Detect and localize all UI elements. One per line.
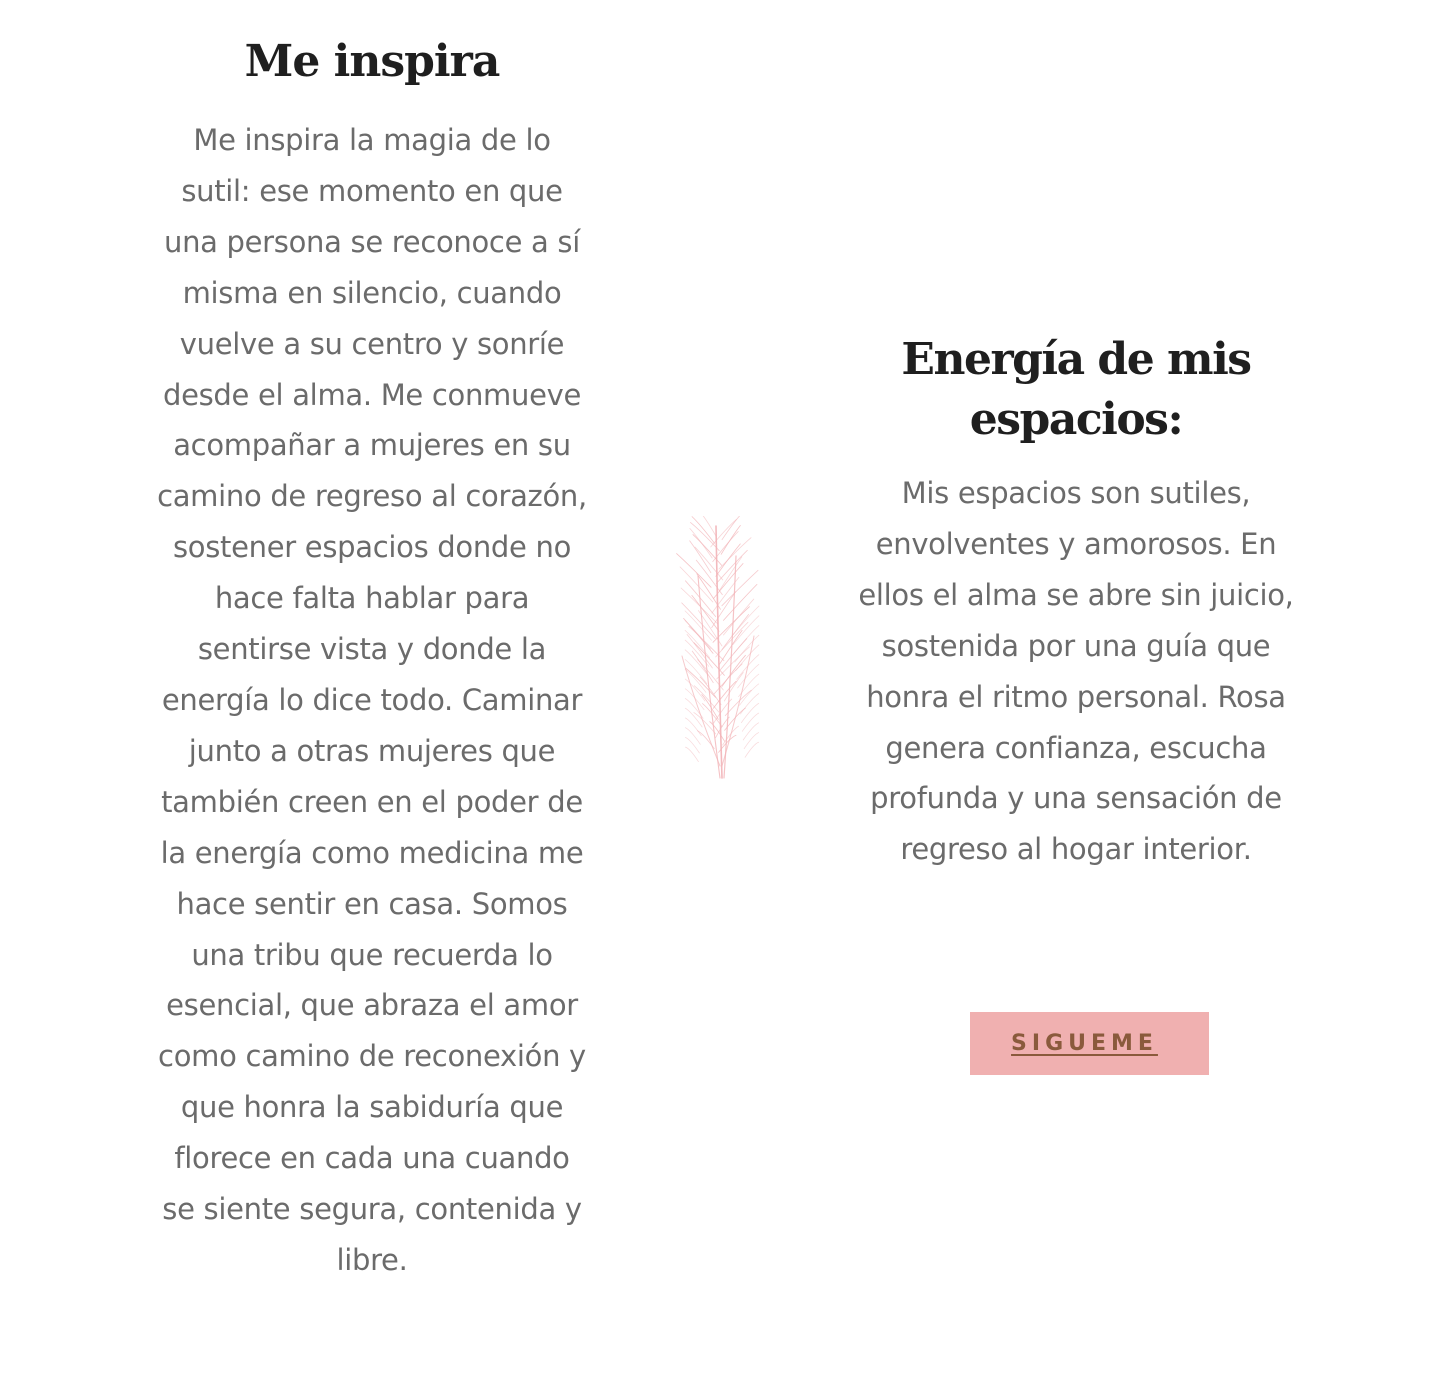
spaces-text: Mis espacios son sutiles, envolventes y amorosos. En ellos el alma se abre sin juicio, sostenida por una guía que honra el ritmo personal. Rosa genera confianza, escucha profunda y una sensación de regreso al hogar interior. [858, 476, 1294, 867]
spaces-section [796, 330, 1356, 875]
spaces-title: Energía de mis espacios: [901, 334, 1251, 445]
inspiration-title: Me inspira [244, 36, 500, 87]
follow-button[interactable] [970, 1012, 1209, 1075]
pampas-grass-icon [664, 516, 774, 782]
inspiration-text: Me inspira la magia de lo sutil: ese momento en que una persona se reconoce a sí misma en silencio, cuando vuelve a su centro y sonríe desde el alma. Me conmueve acompañar a mujeres en su camino de regreso al corazón, sostener espacios donde no hace falta hablar para sentirse vista y donde la energía lo dice todo. Caminar junto a otras mujeres que también creen en el poder de la energía como medicina me hace sentir en casa. Somos una tribu que recuerda lo esencial, que abraza el amor como camino de reconexión y que honra la sabiduría que florece en cada una cuando se siente segura, contenida y libre. [157, 123, 587, 1277]
follow-button-label: SIGUEME [1011, 1031, 1158, 1056]
inspiration-section [150, 30, 594, 1286]
